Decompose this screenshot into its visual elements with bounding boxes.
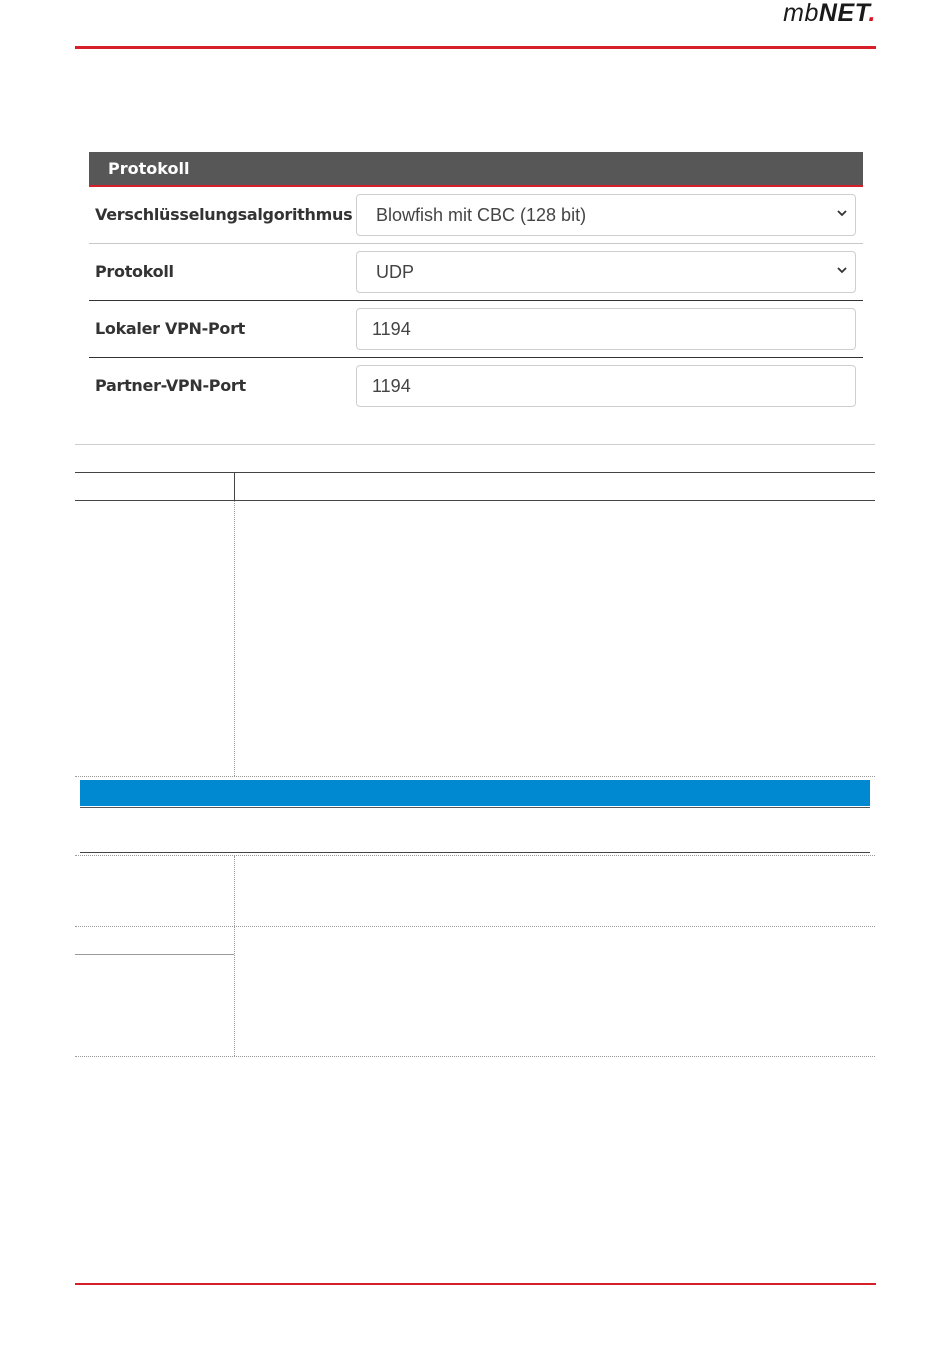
panel-title: Protokoll	[89, 152, 863, 187]
protocol-panel	[89, 152, 863, 414]
header-rule	[75, 46, 876, 49]
partner-port-input[interactable]	[356, 365, 856, 407]
section-rule	[80, 807, 870, 808]
subtable-header-bottom	[75, 855, 875, 856]
footer-rule	[75, 1283, 876, 1285]
table-column-divider	[234, 501, 235, 776]
encryption-label: Verschlüsselungsalgorithmus	[95, 205, 353, 224]
encryption-select-value: Blowfish mit CBC (128 bit)	[376, 205, 587, 225]
mbnet-logo: mbNET.	[783, 0, 876, 27]
partner-port-row	[89, 358, 863, 414]
local-port-value: 1194	[372, 319, 411, 339]
local-port-input[interactable]	[356, 308, 856, 350]
subtable-column-divider-1	[234, 856, 235, 926]
protocol-row	[89, 244, 863, 301]
table-header-divider	[234, 472, 235, 501]
encryption-row	[89, 187, 863, 244]
local-port-label: Lokaler VPN-Port	[95, 319, 246, 338]
subtable-inner-rule	[75, 954, 234, 955]
local-port-row	[89, 301, 863, 358]
table-header-top	[75, 472, 875, 473]
subtable-row-divider-1	[75, 926, 875, 927]
subtable-column-divider-2	[234, 927, 235, 1056]
table-row-divider	[75, 776, 875, 777]
partner-port-value: 1194	[372, 376, 411, 396]
subtable-bottom-rule	[75, 1056, 875, 1057]
encryption-select[interactable]	[356, 194, 856, 236]
partner-port-label: Partner-VPN-Port	[95, 376, 246, 395]
chevron-down-icon	[837, 265, 847, 275]
table-header-bottom	[75, 500, 875, 501]
protocol-label: Protokoll	[95, 262, 174, 281]
section-header-bar	[80, 780, 870, 806]
subtable-header-rule	[80, 852, 870, 853]
table-top-rule	[75, 444, 875, 445]
protocol-select[interactable]	[356, 251, 856, 293]
chevron-down-icon	[837, 208, 847, 218]
protocol-select-value: UDP	[376, 262, 415, 282]
